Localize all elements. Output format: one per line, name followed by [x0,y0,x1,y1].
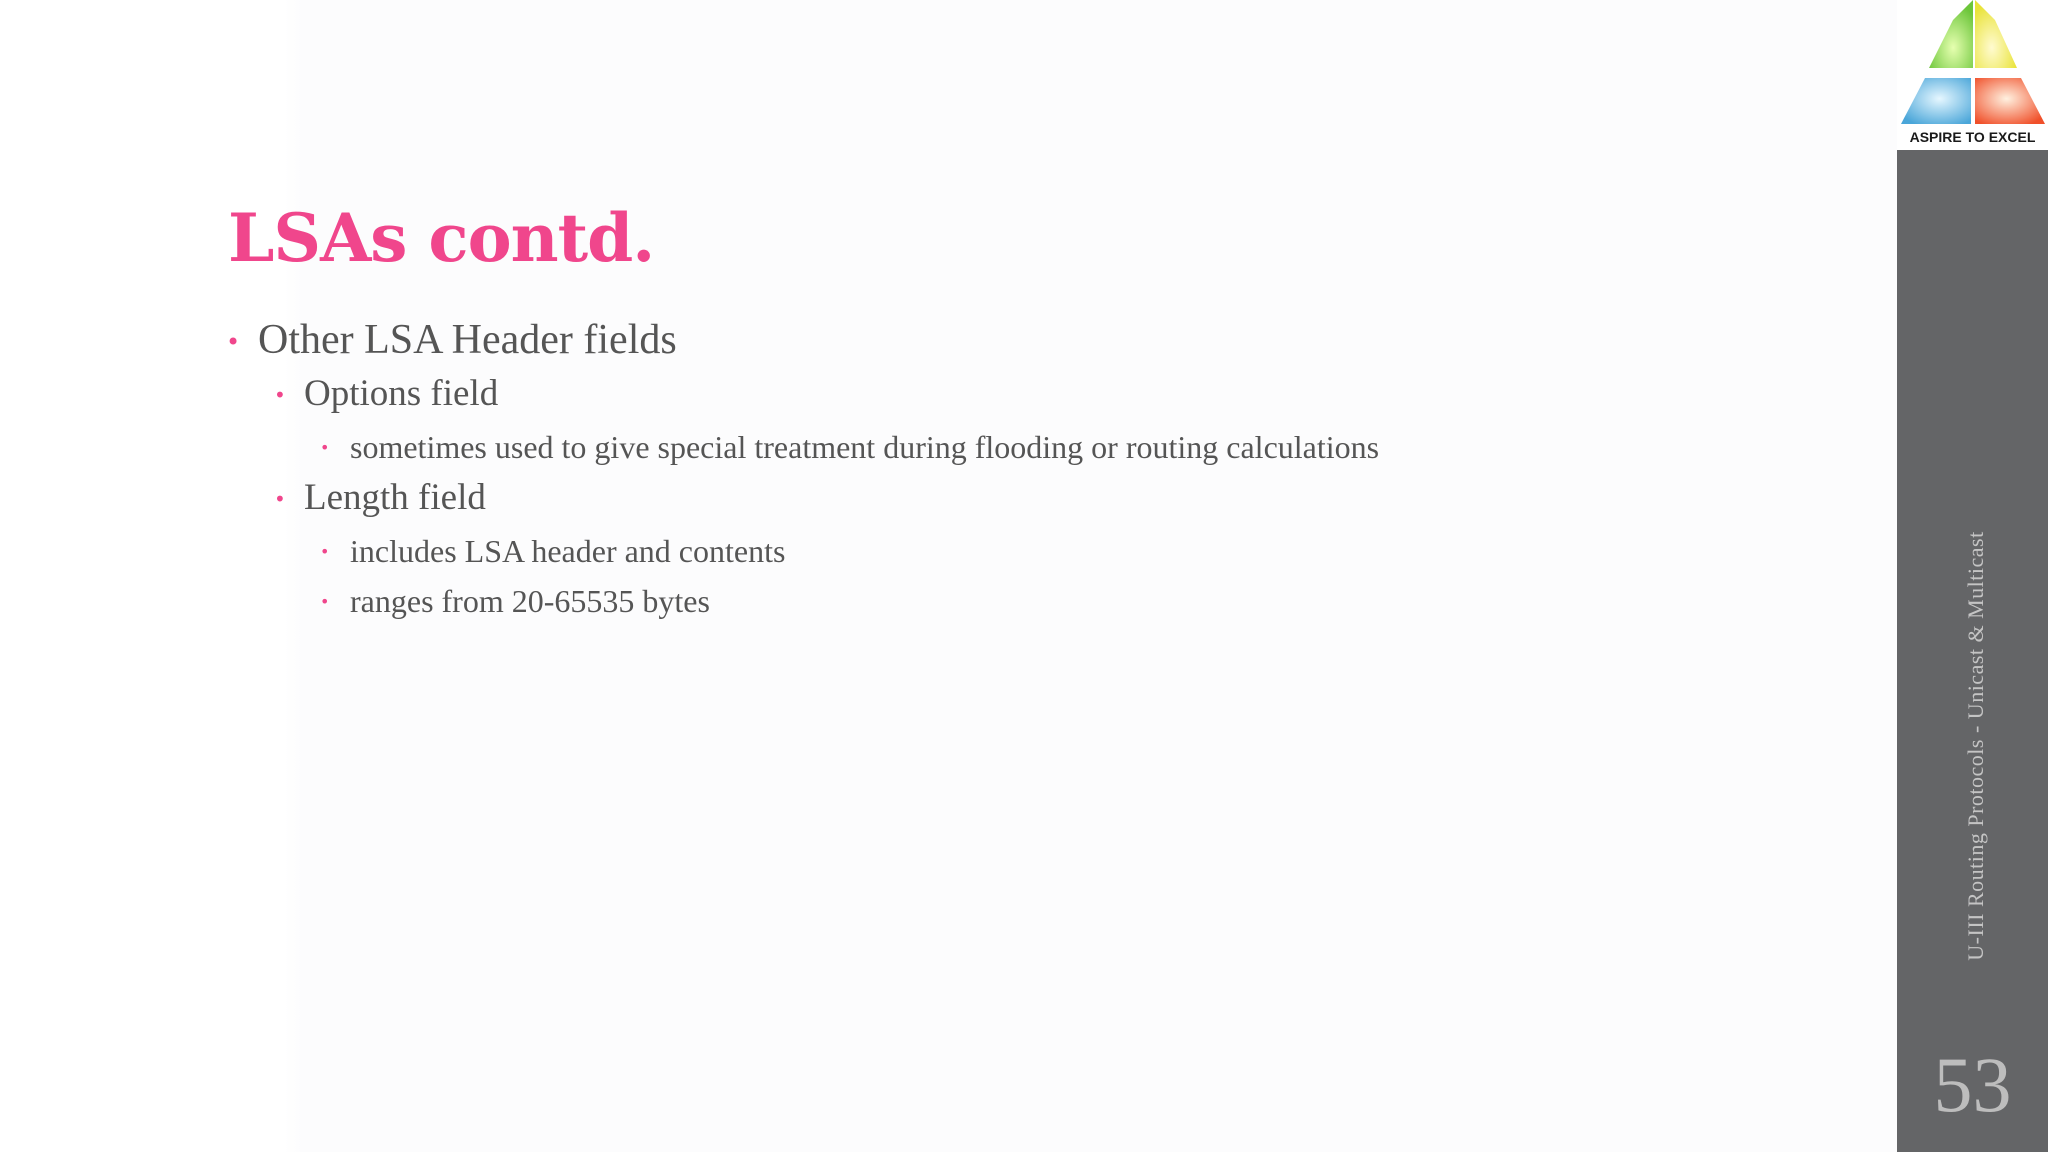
bullet-text: ranges from 20-65535 bytes [350,583,710,619]
slide-title: LSAs contd. [228,199,655,277]
bullet-text: Length field [304,477,486,518]
slide-number: 53 [1933,1041,2012,1128]
course-footer-text: U-III Routing Protocols - Unicast & Multicast [1963,531,1988,961]
bullet-item-level1 [226,314,677,366]
bullet-item-level2 [274,370,499,418]
bullet-item-level3 [320,425,1380,469]
bullet-marker: • [274,383,286,407]
bullet-marker: • [226,328,241,356]
bullet-text: sometimes used to give special treatment during flooding or routing calculations [350,429,1380,465]
bullet-marker: • [320,542,330,561]
aspire-logo [1897,0,2048,150]
bullet-text: includes LSA header and contents [350,533,786,569]
bullet-item-level2 [274,474,486,522]
logo-text: ASPIRE TO EXCEL [1909,129,2036,145]
bullet-item-level3 [320,579,710,623]
bullet-item-level3 [320,529,786,573]
bullet-text: Other LSA Header fields [258,317,677,363]
bullet-marker: • [274,487,286,511]
bullet-marker: • [320,438,330,457]
bullet-marker: • [320,592,330,611]
bullet-text: Options field [304,373,499,414]
